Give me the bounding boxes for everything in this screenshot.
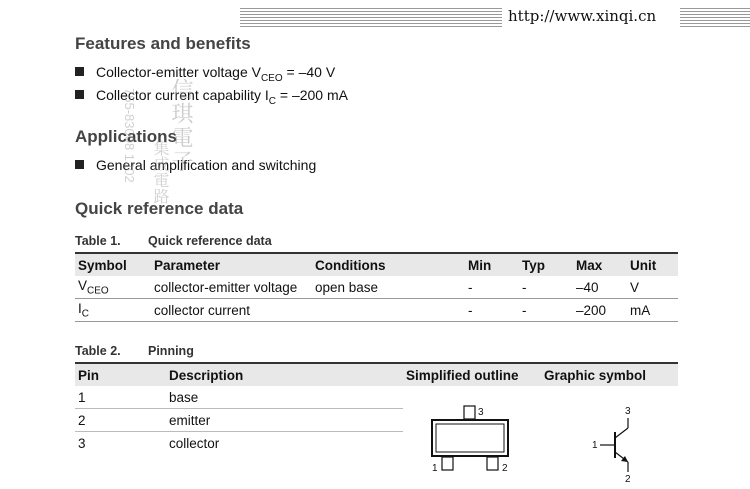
column-header: Max: [573, 253, 627, 276]
typ-cell: -: [519, 299, 573, 322]
description-cell: collector: [169, 435, 220, 451]
sot23-outline-diagram: [410, 398, 525, 478]
list-item: Collector current capability $I_C = -200$ mA: [75, 87, 348, 107]
pin-label: 1: [432, 463, 438, 474]
symbol-cell: $I_C$: [75, 299, 151, 322]
bullet-icon: [75, 160, 84, 169]
max-cell: –200: [573, 299, 627, 322]
watermark-chars: 信琪電子: [169, 78, 194, 174]
site-url[interactable]: http://www.xinqi.cn: [508, 7, 657, 25]
unit-cell: mA: [627, 299, 678, 322]
applications-heading: Applications: [75, 127, 178, 146]
header-bar: [0, 0, 750, 34]
decorative-lines: [240, 8, 502, 28]
quick-reference-heading: Quick reference data: [75, 199, 244, 218]
pin-cell: 3: [78, 435, 86, 451]
min-cell: -: [465, 299, 519, 322]
bullet-icon: [75, 67, 84, 76]
min-cell: -: [465, 276, 519, 299]
transistor-symbol-icon: [585, 400, 645, 486]
pin-label: 1: [592, 440, 598, 451]
list-item: Collector-emitter voltage $V_{CEO} = -40$ V: [75, 64, 335, 84]
max-cell: –40: [573, 276, 627, 299]
pin-label: 2: [625, 474, 631, 485]
column-header: Description: [166, 363, 403, 386]
features-heading: Features and benefits: [75, 34, 251, 53]
column-header: Typ: [519, 253, 573, 276]
unit-cell: V: [627, 276, 678, 299]
description-cell: emitter: [166, 409, 403, 432]
column-header: Simplified outline: [403, 363, 541, 386]
column-header: Pin: [75, 363, 166, 386]
pin-label: 3: [478, 407, 484, 418]
bullet-icon: [75, 90, 84, 99]
pin-cell: 2: [75, 409, 166, 432]
pin-label: 2: [502, 463, 508, 474]
package-body: [432, 420, 508, 456]
column-header: Parameter: [151, 253, 312, 276]
conditions-cell: [312, 299, 465, 322]
column-header: Min: [465, 253, 519, 276]
column-header: Graphic symbol: [541, 363, 678, 386]
typ-cell: -: [519, 276, 573, 299]
description-cell: base: [166, 386, 403, 409]
decorative-lines: [680, 8, 750, 28]
table-caption: Table 1. Quick reference data: [75, 234, 272, 248]
list-item: General amplification and switching: [75, 157, 316, 173]
table-header-row: [75, 363, 678, 386]
table-row: [75, 299, 678, 322]
column-header: Conditions: [312, 253, 465, 276]
pin-label: 3: [625, 406, 631, 417]
conditions-cell: open base: [312, 276, 465, 299]
pin2-pad: [487, 457, 498, 470]
watermark-number: 755-83008 1202: [122, 88, 137, 183]
column-header: Symbol: [75, 253, 151, 276]
parameter-cell: collector-emitter voltage: [151, 276, 312, 299]
table-header-row: [75, 253, 678, 276]
watermark-small: 集成電路: [151, 140, 168, 204]
column-header: Unit: [627, 253, 678, 276]
table-row: [75, 276, 678, 299]
pin3-pad: [464, 406, 475, 419]
pin-cell: 1: [75, 386, 166, 409]
symbol-cell: $V_{CEO}$: [75, 276, 151, 299]
table-caption: Table 2. Pinning: [75, 344, 194, 358]
quick-reference-table: [75, 252, 678, 322]
pin1-pad: [442, 457, 453, 470]
parameter-cell: collector current: [151, 299, 312, 322]
